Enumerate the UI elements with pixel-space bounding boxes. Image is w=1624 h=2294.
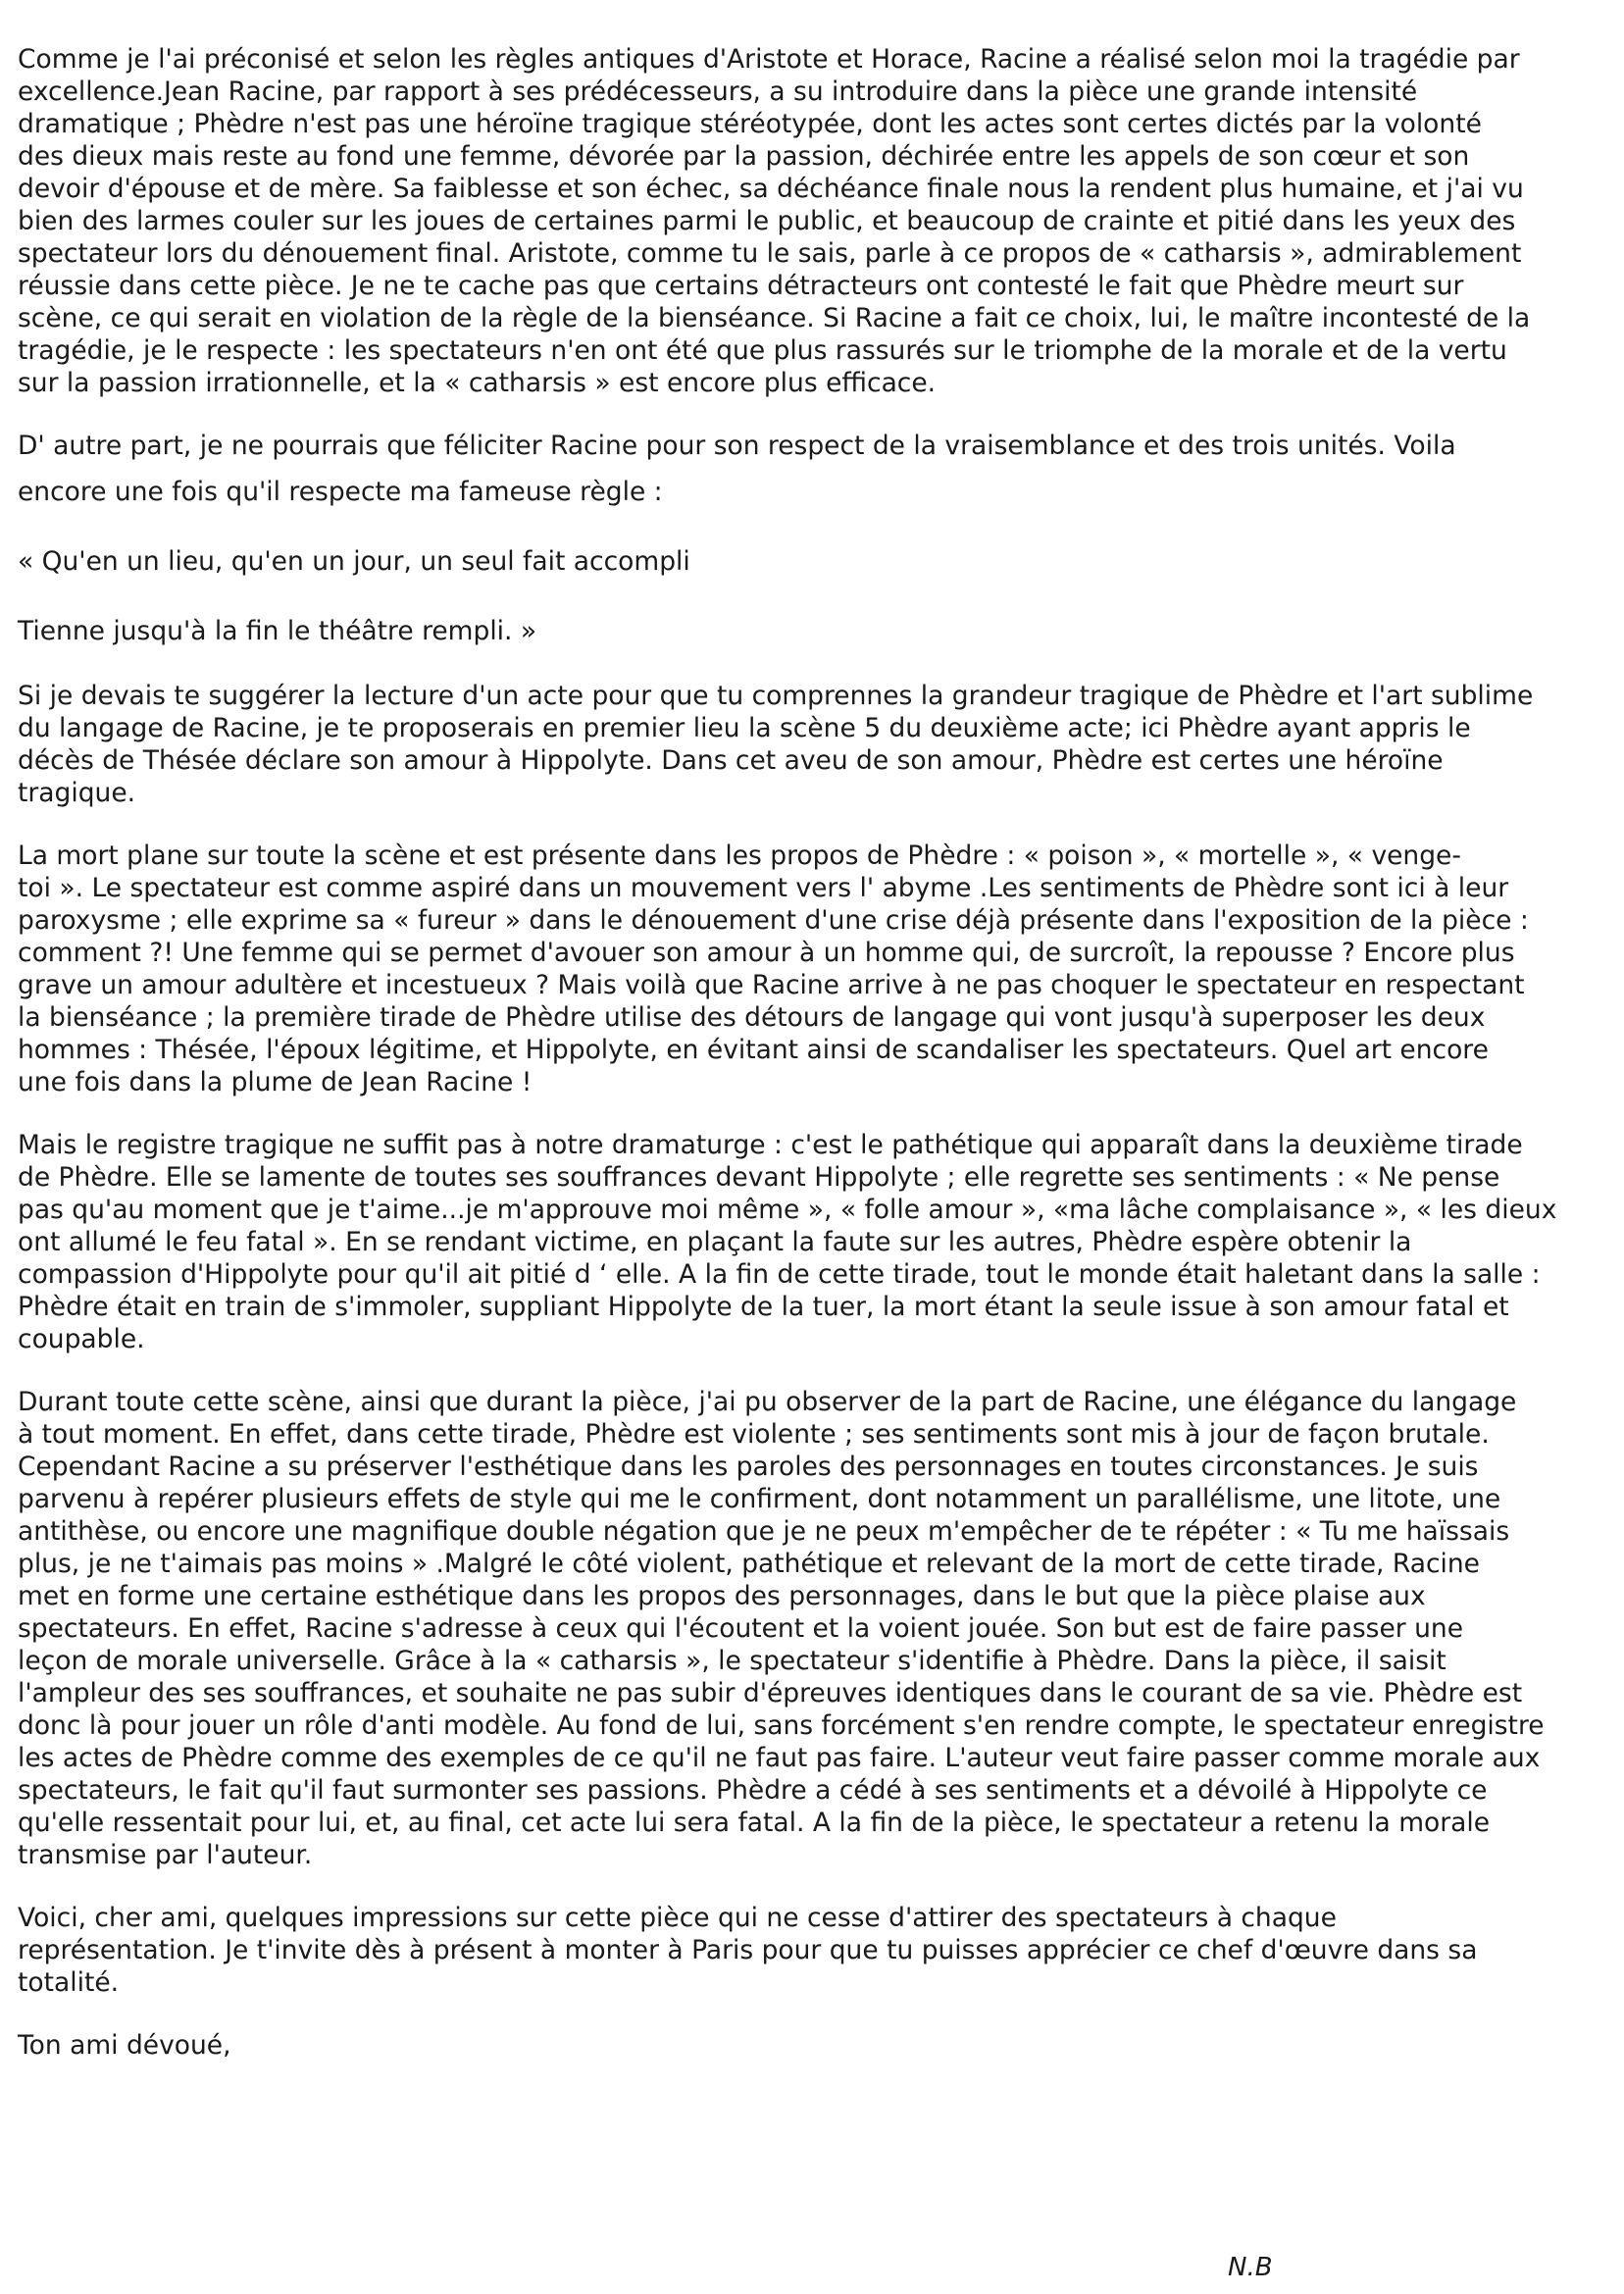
text-line: plus, je ne t'aimais pas moins » .Malgré le côté violent, pathétique et relevant de la mort de cette tirade, Racine <box>18 1549 1480 1579</box>
text-line: l'ampleur des ses souffrances, et souhaite ne pas subir d'épreuves identiques dans le courant de sa vie. Phèdre est <box>18 1678 1523 1708</box>
text-line: Si je devais te suggérer la lecture d'un acte pour que tu comprennes la grandeur tragique de Phèdre et l'art sublime <box>18 681 1534 711</box>
text-line: pas qu'au moment que je t'aime...je m'approuve moi même », « folle amour », «ma lâche complaisance », « les dieux <box>18 1195 1557 1225</box>
text-line: décès de Thésée déclare son amour à Hippolyte. Dans cet aveu de son amour, Phèdre est certes une héroïne <box>18 745 1444 776</box>
closing-text: Ton ami dévoué, <box>18 2030 231 2061</box>
text-line: Comme je l'ai préconisé et selon les règles antiques d'Aristote et Horace, Racine a réalisé selon moi la tragédie par <box>18 44 1520 75</box>
paragraph-death <box>18 840 1606 1098</box>
text-line: parvenu à repérer plusieurs effets de style qui me le confirment, dont notamment un parallélisme, une litote, une <box>18 1484 1501 1514</box>
text-line: leçon de morale universelle. Grâce à la « catharsis », le spectateur s'identifie à Phèdre. Dans la pièce, il saisit <box>18 1646 1446 1676</box>
text-line: une fois dans la plume de Jean Racine ! <box>18 1067 533 1097</box>
text-line: toi ». Le spectateur est comme aspiré dans un mouvement vers l' abyme .Les sentiments de Phèdre sont ici à leur <box>18 873 1509 903</box>
paragraph-three-unities <box>18 430 1606 508</box>
text-line: du langage de Racine, je te proposerais en premier lieu la scène 5 du deuxième acte; ici Phèdre ayant appris le <box>18 713 1471 743</box>
text-line: tragédie, je le respecte : les spectateurs n'en ont été que plus rassurés sur le triomphe de la morale et de la vertu <box>18 335 1507 366</box>
text-line: paroxysme ; elle exprime sa « fureur » dans le dénouement d'une crise déjà présente dans l'exposition de la pièce : <box>18 905 1529 936</box>
text-line: spectateurs, le fait qu'il faut surmonter ses passions. Phèdre a cédé à ses sentiments et a dévoilé à Hippolyte ce <box>18 1775 1488 1806</box>
text-line: scène, ce qui serait en violation de la règle de la bienséance. Si Racine a fait ce choix, lui, le maître incontesté de la <box>18 303 1531 333</box>
text-line: sur la passion irrationnelle, et la « catharsis » est encore plus efficace. <box>18 368 937 398</box>
closing-line <box>18 2029 1606 2062</box>
text-line: Cependant Racine a su préserver l'esthétique dans les paroles des personnages en toutes circonstances. Je suis <box>18 1452 1479 1482</box>
text-line: à tout moment. En effet, dans cette tirade, Phèdre est violente ; ses sentiments sont mis à jour de façon brutale. <box>18 1419 1490 1450</box>
paragraph-tragedy-rules <box>18 43 1606 399</box>
text-line: La mort plane sur toute la scène et est présente dans les propos de Phèdre : « poison », « mortelle », « venge- <box>18 841 1461 871</box>
signature-initials: N.B <box>1228 2253 1273 2282</box>
text-line: spectateur lors du dénouement final. Aristote, comme tu le sais, parle à ce propos de « catharsis », admirablement <box>18 238 1522 269</box>
text-line: la bienséance ; la première tirade de Phèdre utilise des détours de langage qui vont jusqu'à superposer les deux <box>18 1002 1486 1033</box>
text-line: coupable. <box>18 1324 145 1354</box>
text-line: donc là pour jouer un rôle d'anti modèle. Au fond de lui, sans forcément s'en rendre compte, le spectateur enregistre <box>18 1710 1545 1741</box>
text-line: les actes de Phèdre comme des exemples de ce qu'il ne faut pas faire. L'auteur veut faire passer comme morale aux <box>18 1743 1541 1773</box>
text-line: hommes : Thésée, l'époux légitime, et Hippolyte, en évitant ainsi de scandaliser les spectateurs. Quel art encore <box>18 1035 1489 1065</box>
paragraph-elegance <box>18 1386 1606 1871</box>
text-line: Durant toute cette scène, ainsi que durant la pièce, j'ai pu observer de la part de Racine, une élégance du langage <box>18 1387 1517 1417</box>
text-line: réussie dans cette pièce. Je ne te cache pas que certains détracteurs ont contesté le fait que Phèdre meurt sur <box>18 271 1464 301</box>
text-line: Phèdre était en train de s'immoler, suppliant Hippolyte de la tuer, la mort étant la seule issue à son amour fatal et <box>18 1292 1509 1322</box>
text-line: comment ?! Une femme qui se permet d'avouer son amour à un homme qui, de surcroît, la repousse ? Encore plus <box>18 938 1515 968</box>
text-line: devoir d'épouse et de mère. Sa faiblesse et son échec, sa déchéance finale nous la rendent plus humaine, et j'ai vu <box>18 174 1524 204</box>
text-line: de Phèdre. Elle se lamente de toutes ses souffrances devant Hippolyte ; elle regrette ses sentiments : « Ne pense <box>18 1162 1500 1193</box>
text-line: antithèse, ou encore une magnifique double négation que je ne peux m'empêcher de te répéter : « Tu me haïssais <box>18 1516 1510 1547</box>
text-line: des dieux mais reste au fond une femme, dévorée par la passion, déchirée entre les appels de son cœur et son <box>18 141 1470 172</box>
text-line: ont allumé le feu fatal ». En se rendant victime, en plaçant la faute sur les autres, Phèdre espère obtenir la <box>18 1227 1412 1257</box>
letter-body <box>18 43 1606 2092</box>
text-line: tragique. <box>18 778 136 808</box>
text-line: grave un amour adultère et incestueux ? Mais voilà que Racine arrive à ne pas choquer le spectateur en respectant <box>18 970 1525 1000</box>
paragraph-pathetic <box>18 1129 1606 1355</box>
text-line: spectateurs. En effet, Racine s'adresse à ceux qui l'écoutent et la voient jouée. Son but est de faire passer une <box>18 1613 1463 1644</box>
text-line: dramatique ; Phèdre n'est pas une héroïne tragique stéréotypée, dont les actes sont certes dictés par la volonté <box>18 109 1482 139</box>
text-line: bien des larmes couler sur les joues de certaines parmi le public, et beaucoup de crainte et pitié dans les yeux des <box>18 206 1516 236</box>
paragraph-act-suggestion <box>18 680 1606 809</box>
text-line: Voici, cher ami, quelques impressions sur cette pièce qui ne cesse d'attirer des spectateurs à chaque <box>18 1903 1337 1933</box>
text-line: qu'elle ressentait pour lui, et, au final, cet acte lui sera fatal. A la fin de la pièce, le spectateur a retenu la morale <box>18 1808 1491 1838</box>
text-line: met en forme une certaine esthétique dans les propos des personnages, dans le but que la pièce plaise aux <box>18 1581 1426 1611</box>
text-line: encore une fois qu'il respecte ma fameuse règle : <box>18 477 663 507</box>
text-line: totalité. <box>18 1967 120 1998</box>
text-line: Mais le registre tragique ne suffit pas à notre dramaturge : c'est le pathétique qui apparaît dans la deuxième tirade <box>18 1130 1523 1160</box>
text-line: D' autre part, je ne pourrais que féliciter Racine pour son respect de la vraisemblance et des trois unités. Voila <box>18 431 1456 461</box>
quote-line-1 <box>18 545 1606 578</box>
text-line: excellence.Jean Racine, par rapport à ses prédécesseurs, a su introduire dans la pièce une grande intensité <box>18 76 1418 107</box>
paragraph-invitation <box>18 1902 1606 1999</box>
text-line: représentation. Je t'invite dès à présent à monter à Paris pour que tu puisses apprécier ce chef d'œuvre dans sa <box>18 1935 1478 1965</box>
quote-line-2 <box>18 615 1606 647</box>
quote-text: Tienne jusqu'à la fin le théâtre rempli. » <box>18 616 537 646</box>
text-line: compassion d'Hippolyte pour qu'il ait pitié d ‘ elle. A la fin de cette tirade, tout le monde était haletant dans la salle : <box>18 1259 1541 1290</box>
quote-text: « Qu'en un lieu, qu'en un jour, un seul fait accompli <box>18 546 690 577</box>
text-line: transmise par l'auteur. <box>18 1840 313 1870</box>
